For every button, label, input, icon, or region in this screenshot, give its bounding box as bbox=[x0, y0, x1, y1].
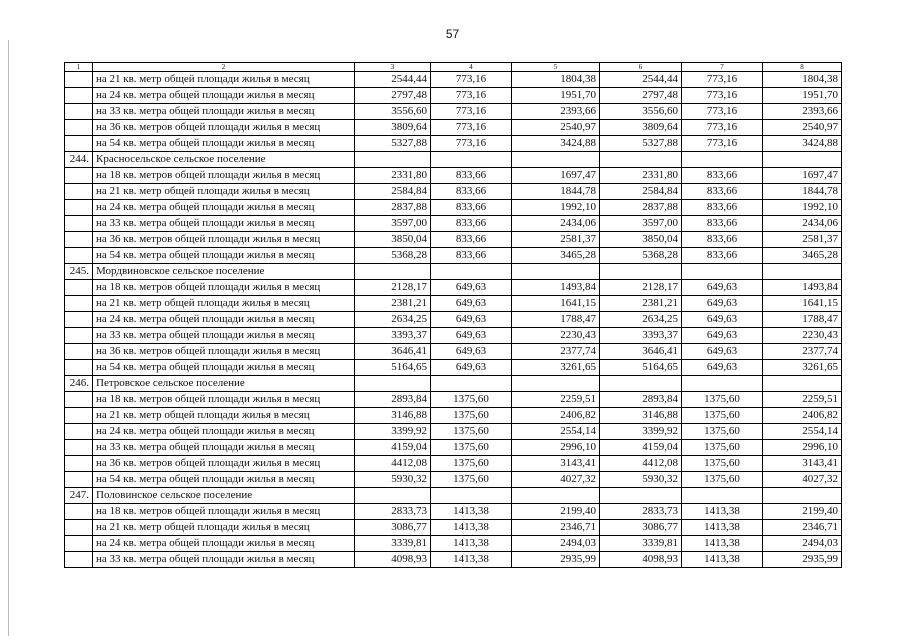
value-cell-col6 bbox=[600, 152, 682, 168]
value-cell-col7 bbox=[682, 488, 763, 504]
value-cell-col7 bbox=[682, 264, 763, 280]
value-cell-col7: 773,16 bbox=[682, 120, 763, 136]
value-cell-col8: 2996,10 bbox=[763, 440, 842, 456]
value-cell-col3: 3809,64 bbox=[355, 120, 431, 136]
value-cell-col6: 5164,65 bbox=[600, 360, 682, 376]
settlement-name: Красносельское сельское поселение bbox=[93, 152, 355, 168]
table-row bbox=[65, 328, 842, 344]
value-cell-col7: 649,63 bbox=[682, 328, 763, 344]
table-row bbox=[65, 280, 842, 296]
value-cell-col7: 773,16 bbox=[682, 104, 763, 120]
tariff-table bbox=[64, 62, 842, 568]
value-cell-col7: 649,63 bbox=[682, 296, 763, 312]
value-cell-col4: 833,66 bbox=[431, 216, 512, 232]
row-description: на 24 кв. метра общей площади жилья в месяц bbox=[93, 88, 355, 104]
value-cell-col8: 2259,51 bbox=[763, 392, 842, 408]
value-cell-col8: 1804,38 bbox=[763, 72, 842, 88]
value-cell-col4 bbox=[431, 264, 512, 280]
row-description: на 36 кв. метров общей площади жилья в месяц bbox=[93, 120, 355, 136]
row-index bbox=[65, 344, 93, 360]
value-cell-col8: 1641,15 bbox=[763, 296, 842, 312]
value-cell-col8: 2434,06 bbox=[763, 216, 842, 232]
row-description: на 21 кв. метр общей площади жилья в месяц bbox=[93, 296, 355, 312]
row-index bbox=[65, 136, 93, 152]
value-cell-col5: 3465,28 bbox=[512, 248, 600, 264]
row-description: на 36 кв. метров общей площади жилья в месяц bbox=[93, 456, 355, 472]
row-index bbox=[65, 520, 93, 536]
value-cell-col3: 2331,80 bbox=[355, 168, 431, 184]
value-cell-col6: 3556,60 bbox=[600, 104, 682, 120]
value-cell-col4 bbox=[431, 376, 512, 392]
row-index bbox=[65, 88, 93, 104]
value-cell-col5: 1788,47 bbox=[512, 312, 600, 328]
value-cell-col6: 4159,04 bbox=[600, 440, 682, 456]
value-cell-col6: 3850,04 bbox=[600, 232, 682, 248]
table-row bbox=[65, 424, 842, 440]
table-row bbox=[65, 520, 842, 536]
value-cell-col5: 2554,14 bbox=[512, 424, 600, 440]
row-description: на 54 кв. метра общей площади жилья в месяц bbox=[93, 248, 355, 264]
row-index bbox=[65, 184, 93, 200]
value-cell-col5 bbox=[512, 488, 600, 504]
column-number-row bbox=[65, 63, 842, 72]
row-index bbox=[65, 248, 93, 264]
value-cell-col7: 833,66 bbox=[682, 216, 763, 232]
value-cell-col3: 4412,08 bbox=[355, 456, 431, 472]
value-cell-col8: 1844,78 bbox=[763, 184, 842, 200]
value-cell-col7: 773,16 bbox=[682, 136, 763, 152]
value-cell-col4: 1413,38 bbox=[431, 552, 512, 568]
table-row bbox=[65, 536, 842, 552]
value-cell-col4: 773,16 bbox=[431, 136, 512, 152]
value-cell-col4: 1413,38 bbox=[431, 520, 512, 536]
value-cell-col4: 649,63 bbox=[431, 328, 512, 344]
row-index bbox=[65, 456, 93, 472]
value-cell-col7: 649,63 bbox=[682, 312, 763, 328]
value-cell-col7: 833,66 bbox=[682, 184, 763, 200]
value-cell-col8: 3424,88 bbox=[763, 136, 842, 152]
value-cell-col6: 2544,44 bbox=[600, 72, 682, 88]
value-cell-col4: 773,16 bbox=[431, 104, 512, 120]
value-cell-col7: 1375,60 bbox=[682, 424, 763, 440]
row-description: на 18 кв. метров общей площади жилья в месяц bbox=[93, 504, 355, 520]
value-cell-col4: 773,16 bbox=[431, 120, 512, 136]
row-description: на 36 кв. метров общей площади жилья в месяц bbox=[93, 232, 355, 248]
row-description: на 24 кв. метра общей площади жилья в месяц bbox=[93, 200, 355, 216]
row-description: на 18 кв. метров общей площади жилья в месяц bbox=[93, 280, 355, 296]
section-row bbox=[65, 488, 842, 504]
value-cell-col6: 3399,92 bbox=[600, 424, 682, 440]
value-cell-col7: 1375,60 bbox=[682, 472, 763, 488]
value-cell-col5: 2346,71 bbox=[512, 520, 600, 536]
value-cell-col8 bbox=[763, 264, 842, 280]
value-cell-col5: 1493,84 bbox=[512, 280, 600, 296]
scan-edge-line bbox=[8, 40, 9, 636]
row-description: на 24 кв. метра общей площади жилья в месяц bbox=[93, 424, 355, 440]
value-cell-col8: 2581,37 bbox=[763, 232, 842, 248]
value-cell-col4 bbox=[431, 488, 512, 504]
value-cell-col5: 3143,41 bbox=[512, 456, 600, 472]
table-row bbox=[65, 216, 842, 232]
row-index bbox=[65, 472, 93, 488]
value-cell-col3: 3646,41 bbox=[355, 344, 431, 360]
value-cell-col5: 3424,88 bbox=[512, 136, 600, 152]
table-row bbox=[65, 440, 842, 456]
row-index bbox=[65, 392, 93, 408]
value-cell-col6: 2797,48 bbox=[600, 88, 682, 104]
value-cell-col8 bbox=[763, 152, 842, 168]
value-cell-col4: 1375,60 bbox=[431, 440, 512, 456]
row-index bbox=[65, 200, 93, 216]
value-cell-col3: 2128,17 bbox=[355, 280, 431, 296]
value-cell-col3: 2893,84 bbox=[355, 392, 431, 408]
column-number-1: 1 bbox=[65, 63, 93, 72]
column-number-6: 6 bbox=[600, 63, 682, 72]
value-cell-col6: 3086,77 bbox=[600, 520, 682, 536]
value-cell-col3: 3393,37 bbox=[355, 328, 431, 344]
value-cell-col6: 2584,84 bbox=[600, 184, 682, 200]
value-cell-col5: 1844,78 bbox=[512, 184, 600, 200]
value-cell-col4: 1413,38 bbox=[431, 536, 512, 552]
column-number-3: 3 bbox=[355, 63, 431, 72]
table-row bbox=[65, 552, 842, 568]
value-cell-col6: 3646,41 bbox=[600, 344, 682, 360]
row-index: 244. bbox=[65, 152, 93, 168]
value-cell-col6: 2837,88 bbox=[600, 200, 682, 216]
value-cell-col7: 1413,38 bbox=[682, 520, 763, 536]
value-cell-col4: 1375,60 bbox=[431, 424, 512, 440]
row-description: на 33 кв. метра общей площади жилья в месяц bbox=[93, 552, 355, 568]
table-row bbox=[65, 296, 842, 312]
value-cell-col3 bbox=[355, 488, 431, 504]
value-cell-col7: 1375,60 bbox=[682, 440, 763, 456]
value-cell-col6: 2893,84 bbox=[600, 392, 682, 408]
column-number-4: 4 bbox=[431, 63, 512, 72]
value-cell-col5: 2540,97 bbox=[512, 120, 600, 136]
value-cell-col3: 2544,44 bbox=[355, 72, 431, 88]
value-cell-col4: 649,63 bbox=[431, 344, 512, 360]
row-index bbox=[65, 104, 93, 120]
value-cell-col5: 2406,82 bbox=[512, 408, 600, 424]
value-cell-col4: 649,63 bbox=[431, 280, 512, 296]
value-cell-col8: 1493,84 bbox=[763, 280, 842, 296]
value-cell-col3 bbox=[355, 264, 431, 280]
value-cell-col8: 1992,10 bbox=[763, 200, 842, 216]
row-index bbox=[65, 216, 93, 232]
value-cell-col6 bbox=[600, 376, 682, 392]
column-number-5: 5 bbox=[512, 63, 600, 72]
value-cell-col8: 2540,97 bbox=[763, 120, 842, 136]
value-cell-col6: 3339,81 bbox=[600, 536, 682, 552]
value-cell-col3: 5164,65 bbox=[355, 360, 431, 376]
table-row bbox=[65, 456, 842, 472]
row-description: на 21 кв. метр общей площади жилья в месяц bbox=[93, 520, 355, 536]
table-row bbox=[65, 200, 842, 216]
row-index: 246. bbox=[65, 376, 93, 392]
table-row bbox=[65, 504, 842, 520]
value-cell-col8: 2199,40 bbox=[763, 504, 842, 520]
value-cell-col4: 649,63 bbox=[431, 312, 512, 328]
value-cell-col5: 2393,66 bbox=[512, 104, 600, 120]
column-number-7: 7 bbox=[682, 63, 763, 72]
value-cell-col5: 4027,32 bbox=[512, 472, 600, 488]
value-cell-col6 bbox=[600, 488, 682, 504]
value-cell-col8: 2935,99 bbox=[763, 552, 842, 568]
value-cell-col5: 1697,47 bbox=[512, 168, 600, 184]
value-cell-col6 bbox=[600, 264, 682, 280]
section-row bbox=[65, 376, 842, 392]
settlement-name: Половинское сельское поселение bbox=[93, 488, 355, 504]
row-description: на 21 кв. метр общей площади жилья в месяц bbox=[93, 72, 355, 88]
value-cell-col4: 1375,60 bbox=[431, 472, 512, 488]
table-row bbox=[65, 392, 842, 408]
value-cell-col8: 1697,47 bbox=[763, 168, 842, 184]
table-row bbox=[65, 184, 842, 200]
value-cell-col3: 3556,60 bbox=[355, 104, 431, 120]
row-index bbox=[65, 440, 93, 456]
value-cell-col8: 2494,03 bbox=[763, 536, 842, 552]
table-row bbox=[65, 312, 842, 328]
value-cell-col8: 2377,74 bbox=[763, 344, 842, 360]
value-cell-col4: 833,66 bbox=[431, 184, 512, 200]
row-description: на 33 кв. метра общей площади жилья в месяц bbox=[93, 328, 355, 344]
value-cell-col5 bbox=[512, 152, 600, 168]
value-cell-col6: 4098,93 bbox=[600, 552, 682, 568]
value-cell-col4: 1375,60 bbox=[431, 408, 512, 424]
value-cell-col5: 2259,51 bbox=[512, 392, 600, 408]
value-cell-col7: 1413,38 bbox=[682, 552, 763, 568]
table-row bbox=[65, 472, 842, 488]
value-cell-col6: 3597,00 bbox=[600, 216, 682, 232]
row-description: на 18 кв. метров общей площади жилья в месяц bbox=[93, 392, 355, 408]
table-row bbox=[65, 104, 842, 120]
value-cell-col7: 1375,60 bbox=[682, 456, 763, 472]
value-cell-col3: 5368,28 bbox=[355, 248, 431, 264]
row-index bbox=[65, 280, 93, 296]
row-index bbox=[65, 232, 93, 248]
value-cell-col4: 649,63 bbox=[431, 360, 512, 376]
value-cell-col8: 2230,43 bbox=[763, 328, 842, 344]
value-cell-col5: 2434,06 bbox=[512, 216, 600, 232]
value-cell-col5: 3261,65 bbox=[512, 360, 600, 376]
value-cell-col5: 1992,10 bbox=[512, 200, 600, 216]
value-cell-col7: 1413,38 bbox=[682, 536, 763, 552]
section-row bbox=[65, 264, 842, 280]
value-cell-col8: 1951,70 bbox=[763, 88, 842, 104]
value-cell-col8 bbox=[763, 488, 842, 504]
value-cell-col4: 833,66 bbox=[431, 200, 512, 216]
row-description: на 24 кв. метра общей площади жилья в месяц bbox=[93, 536, 355, 552]
value-cell-col6: 3146,88 bbox=[600, 408, 682, 424]
value-cell-col7: 773,16 bbox=[682, 72, 763, 88]
value-cell-col3: 3399,92 bbox=[355, 424, 431, 440]
value-cell-col3: 2797,48 bbox=[355, 88, 431, 104]
value-cell-col6: 2833,73 bbox=[600, 504, 682, 520]
value-cell-col4 bbox=[431, 152, 512, 168]
value-cell-col4: 1375,60 bbox=[431, 392, 512, 408]
value-cell-col3: 4098,93 bbox=[355, 552, 431, 568]
value-cell-col3: 4159,04 bbox=[355, 440, 431, 456]
row-index: 245. bbox=[65, 264, 93, 280]
row-index: 247. bbox=[65, 488, 93, 504]
value-cell-col5: 2199,40 bbox=[512, 504, 600, 520]
value-cell-col6: 4412,08 bbox=[600, 456, 682, 472]
value-cell-col6: 2381,21 bbox=[600, 296, 682, 312]
row-description: на 54 кв. метра общей площади жилья в месяц bbox=[93, 472, 355, 488]
value-cell-col6: 3809,64 bbox=[600, 120, 682, 136]
row-index bbox=[65, 504, 93, 520]
row-index bbox=[65, 120, 93, 136]
value-cell-col5: 2581,37 bbox=[512, 232, 600, 248]
row-description: на 33 кв. метра общей площади жилья в месяц bbox=[93, 104, 355, 120]
row-index bbox=[65, 72, 93, 88]
row-description: на 54 кв. метра общей площади жилья в месяц bbox=[93, 136, 355, 152]
table-row bbox=[65, 168, 842, 184]
value-cell-col3: 3146,88 bbox=[355, 408, 431, 424]
value-cell-col7: 833,66 bbox=[682, 232, 763, 248]
value-cell-col5 bbox=[512, 264, 600, 280]
value-cell-col8 bbox=[763, 376, 842, 392]
value-cell-col5: 1641,15 bbox=[512, 296, 600, 312]
row-description: на 21 кв. метр общей площади жилья в месяц bbox=[93, 184, 355, 200]
value-cell-col8: 2554,14 bbox=[763, 424, 842, 440]
row-index bbox=[65, 408, 93, 424]
row-description: на 21 кв. метр общей площади жилья в месяц bbox=[93, 408, 355, 424]
row-index bbox=[65, 360, 93, 376]
value-cell-col7: 1413,38 bbox=[682, 504, 763, 520]
value-cell-col7 bbox=[682, 152, 763, 168]
section-row bbox=[65, 152, 842, 168]
value-cell-col6: 2634,25 bbox=[600, 312, 682, 328]
value-cell-col7: 1375,60 bbox=[682, 392, 763, 408]
table-row bbox=[65, 120, 842, 136]
value-cell-col8: 3143,41 bbox=[763, 456, 842, 472]
table-row bbox=[65, 360, 842, 376]
value-cell-col4: 833,66 bbox=[431, 168, 512, 184]
value-cell-col4: 773,16 bbox=[431, 88, 512, 104]
value-cell-col8: 2346,71 bbox=[763, 520, 842, 536]
row-description: на 54 кв. метра общей площади жилья в месяц bbox=[93, 360, 355, 376]
row-description: на 36 кв. метров общей площади жилья в месяц bbox=[93, 344, 355, 360]
value-cell-col7: 1375,60 bbox=[682, 408, 763, 424]
value-cell-col7: 833,66 bbox=[682, 248, 763, 264]
row-index bbox=[65, 168, 93, 184]
table-row bbox=[65, 136, 842, 152]
value-cell-col4: 1375,60 bbox=[431, 456, 512, 472]
row-index bbox=[65, 312, 93, 328]
settlement-name: Мордвиновское сельское поселение bbox=[93, 264, 355, 280]
value-cell-col6: 2128,17 bbox=[600, 280, 682, 296]
value-cell-col8: 3261,65 bbox=[763, 360, 842, 376]
row-description: на 33 кв. метра общей площади жилья в месяц bbox=[93, 216, 355, 232]
value-cell-col4: 833,66 bbox=[431, 248, 512, 264]
value-cell-col5: 2494,03 bbox=[512, 536, 600, 552]
value-cell-col7 bbox=[682, 376, 763, 392]
value-cell-col3: 2837,88 bbox=[355, 200, 431, 216]
value-cell-col3: 3086,77 bbox=[355, 520, 431, 536]
row-description: на 24 кв. метра общей площади жилья в месяц bbox=[93, 312, 355, 328]
column-number-8: 8 bbox=[763, 63, 842, 72]
value-cell-col5: 2996,10 bbox=[512, 440, 600, 456]
settlement-name: Петровское сельское поселение bbox=[93, 376, 355, 392]
value-cell-col4: 773,16 bbox=[431, 72, 512, 88]
value-cell-col3: 2584,84 bbox=[355, 184, 431, 200]
value-cell-col5: 2230,43 bbox=[512, 328, 600, 344]
row-index bbox=[65, 536, 93, 552]
value-cell-col3 bbox=[355, 152, 431, 168]
value-cell-col4: 1413,38 bbox=[431, 504, 512, 520]
value-cell-col3: 5930,32 bbox=[355, 472, 431, 488]
value-cell-col3: 3339,81 bbox=[355, 536, 431, 552]
table-row bbox=[65, 72, 842, 88]
row-index bbox=[65, 552, 93, 568]
row-index bbox=[65, 328, 93, 344]
value-cell-col3: 5327,88 bbox=[355, 136, 431, 152]
value-cell-col7: 833,66 bbox=[682, 200, 763, 216]
value-cell-col8: 3465,28 bbox=[763, 248, 842, 264]
value-cell-col3: 2833,73 bbox=[355, 504, 431, 520]
table-body bbox=[65, 63, 842, 568]
row-description: на 18 кв. метров общей площади жилья в месяц bbox=[93, 168, 355, 184]
value-cell-col8: 2393,66 bbox=[763, 104, 842, 120]
value-cell-col3 bbox=[355, 376, 431, 392]
row-index bbox=[65, 424, 93, 440]
value-cell-col7: 833,66 bbox=[682, 168, 763, 184]
value-cell-col3: 2381,21 bbox=[355, 296, 431, 312]
value-cell-col3: 3597,00 bbox=[355, 216, 431, 232]
value-cell-col4: 649,63 bbox=[431, 296, 512, 312]
value-cell-col5: 1951,70 bbox=[512, 88, 600, 104]
value-cell-col8: 4027,32 bbox=[763, 472, 842, 488]
value-cell-col6: 3393,37 bbox=[600, 328, 682, 344]
value-cell-col8: 1788,47 bbox=[763, 312, 842, 328]
row-index bbox=[65, 296, 93, 312]
value-cell-col7: 649,63 bbox=[682, 360, 763, 376]
value-cell-col3: 2634,25 bbox=[355, 312, 431, 328]
value-cell-col5: 2377,74 bbox=[512, 344, 600, 360]
table-row bbox=[65, 88, 842, 104]
value-cell-col7: 773,16 bbox=[682, 88, 763, 104]
value-cell-col5: 1804,38 bbox=[512, 72, 600, 88]
table-row bbox=[65, 248, 842, 264]
value-cell-col5: 2935,99 bbox=[512, 552, 600, 568]
value-cell-col8: 2406,82 bbox=[763, 408, 842, 424]
column-number-2: 2 bbox=[93, 63, 355, 72]
table-row bbox=[65, 232, 842, 248]
value-cell-col6: 5930,32 bbox=[600, 472, 682, 488]
value-cell-col6: 5327,88 bbox=[600, 136, 682, 152]
row-description: на 33 кв. метра общей площади жилья в месяц bbox=[93, 440, 355, 456]
table-row bbox=[65, 344, 842, 360]
page-number: 57 bbox=[445, 27, 460, 41]
value-cell-col6: 2331,80 bbox=[600, 168, 682, 184]
value-cell-col4: 833,66 bbox=[431, 232, 512, 248]
value-cell-col6: 5368,28 bbox=[600, 248, 682, 264]
value-cell-col5 bbox=[512, 376, 600, 392]
table-row bbox=[65, 408, 842, 424]
value-cell-col7: 649,63 bbox=[682, 344, 763, 360]
value-cell-col3: 3850,04 bbox=[355, 232, 431, 248]
value-cell-col7: 649,63 bbox=[682, 280, 763, 296]
